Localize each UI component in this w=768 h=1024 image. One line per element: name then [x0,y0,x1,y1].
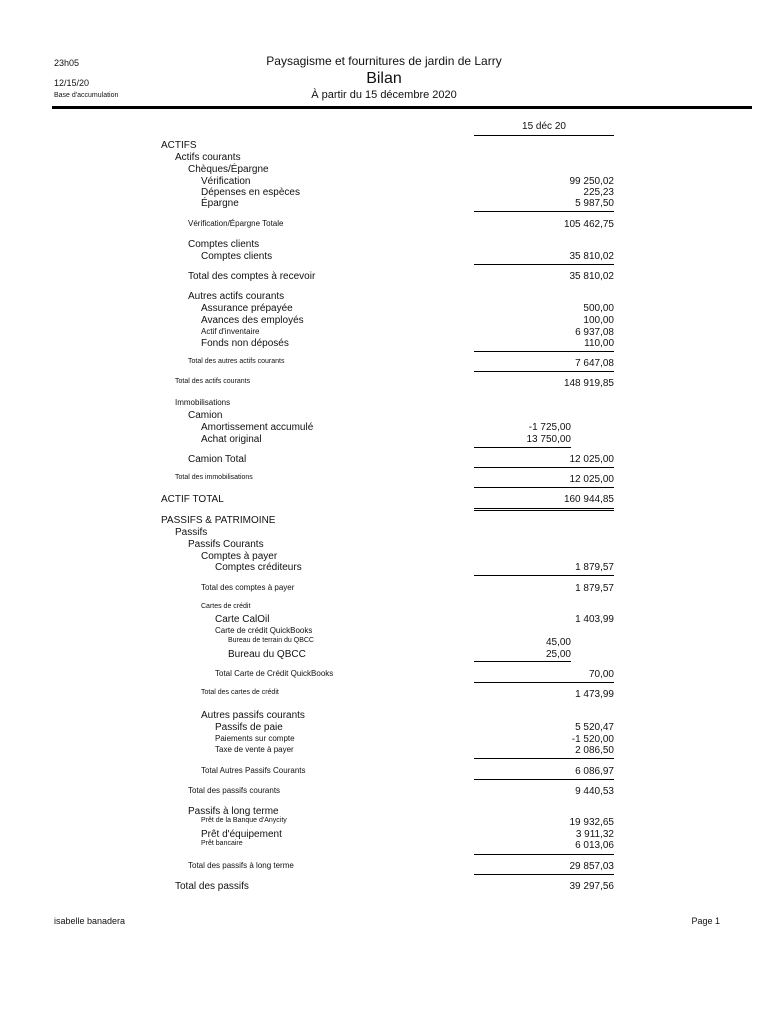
row-amount: 2 086,50 [575,745,614,756]
row-amount: 225,23 [583,187,614,198]
subtotal-rule [474,371,614,372]
row-amount: 105 462,75 [563,219,614,230]
row-label: Vérification [201,176,251,187]
row-label: Paiements sur compte [215,734,295,743]
report-row [0,198,768,210]
report-row [0,669,768,681]
report-basis: Base d'accumulation [54,92,119,99]
report-row [0,527,768,539]
column-header-underline [474,135,614,136]
row-amount: -1 520,00 [571,734,614,745]
report-row [0,583,768,595]
report-title: Bilan [366,70,402,87]
row-amount: 6 086,97 [575,766,614,777]
report-row [0,378,768,390]
row-amount: 13 750,00 [526,434,571,445]
row-label: Autres passifs courants [201,710,305,721]
row-amount: 1 403,99 [575,614,614,625]
report-row [0,614,768,626]
row-label: Prêt d'équipement [201,829,282,840]
row-label: Cartes de crédit [201,603,251,610]
row-label: Total des passifs courants [188,786,281,795]
row-label: Camion [188,410,223,421]
subtotal-rule [474,467,614,468]
report-row [0,494,768,506]
row-label: Comptes à payer [201,551,278,562]
row-amount: 39 297,56 [569,881,614,892]
row-amount: 100,00 [583,315,614,326]
row-amount: 1 879,57 [575,583,614,594]
report-row [0,745,768,757]
row-label: Fonds non déposés [201,338,289,349]
report-row [0,291,768,303]
footer-page-number: Page 1 [691,916,720,926]
row-label: Immobilisations [175,398,231,407]
row-label: Total des immobilisations [175,474,253,481]
row-label: Prêt de la Banque d'Anycity [201,817,287,824]
report-row [0,152,768,164]
subtotal-rule [474,487,614,488]
row-label: Chèques/Épargne [188,164,269,175]
row-label: Carte de crédit QuickBooks [215,626,313,635]
report-row [0,689,768,701]
report-row [0,515,768,527]
row-label: Bureau de terrain du QBCC [228,637,314,644]
report-row [0,474,768,486]
row-label: Actifs courants [175,152,241,163]
report-row [0,239,768,251]
subtotal-rule [474,874,614,875]
total-double-rule [474,508,614,511]
row-label: PASSIFS & PATRIMOINE [161,515,276,526]
row-label: Total des autres actifs courants [188,358,285,365]
footer-user: isabelle banadera [54,916,126,926]
report-row [0,454,768,466]
row-amount: 6 937,08 [575,327,614,338]
subtotal-rule [474,575,614,576]
row-label: Total des comptes à payer [201,583,295,592]
row-amount: 99 250,02 [569,176,614,187]
report-row [0,303,768,315]
report-time: 23h05 [54,58,80,68]
company-name: Paysagisme et fournitures de jardin de Larry [266,54,502,68]
row-amount: 12 025,00 [569,454,614,465]
row-amount: 29 857,03 [569,861,614,872]
row-label: Total des passifs [175,881,249,892]
row-label: ACTIFS [161,140,197,151]
subtotal-rule [474,264,614,265]
header-divider [52,106,752,109]
row-amount: 1 473,99 [575,689,614,700]
row-amount: 148 919,85 [563,378,614,389]
row-label: Comptes clients [188,239,260,250]
row-label: Total des actifs courants [175,378,251,385]
row-amount: 9 440,53 [575,786,614,797]
subtotal-rule [474,211,614,212]
row-amount: 35 810,02 [569,271,614,282]
row-label: Actif d'inventaire [201,327,260,336]
row-label: Prêt bancaire [201,840,243,847]
report-row [0,817,768,829]
row-amount: 110,00 [584,338,614,349]
report-row [0,358,768,370]
row-label: Total des cartes de crédit [201,689,279,696]
row-amount: 7 647,08 [575,358,614,369]
row-label: Dépenses en espèces [201,187,300,198]
row-label: Total Carte de Crédit QuickBooks [215,669,334,678]
row-label: Amortissement accumulé [201,422,314,433]
report-row [0,251,768,263]
report-row [0,315,768,327]
row-label: Bureau du QBCC [228,649,306,660]
subtotal-rule [474,447,571,448]
row-label: Comptes créditeurs [215,562,302,573]
report-row [0,219,768,231]
row-label: Total des passifs à long terme [188,861,294,870]
report-row [0,786,768,798]
report-row [0,338,768,350]
report-row [0,710,768,722]
report-row [0,637,768,649]
row-amount: 35 810,02 [569,251,614,262]
row-label: Autres actifs courants [188,291,285,302]
row-amount: 12 025,00 [569,474,614,485]
report-row [0,840,768,852]
row-amount: -1 725,00 [528,422,571,433]
row-amount: 3 911,32 [575,829,614,840]
subtotal-rule [474,758,614,759]
row-label: Passifs de paie [215,722,283,733]
row-label: Camion Total [188,454,247,465]
row-label: Passifs [175,527,208,538]
subtotal-rule [474,854,614,855]
subtotal-rule [474,351,614,352]
row-label: Passifs Courants [188,539,264,550]
row-amount: 500,00 [583,303,614,314]
report-row [0,164,768,176]
subtotal-rule [474,661,571,662]
row-label: Assurance prépayée [201,303,293,314]
report-row [0,539,768,551]
row-label: Avances des employés [201,315,304,326]
row-label: Carte CalOil [215,614,270,625]
report-row [0,140,768,152]
row-amount: 5 520,47 [575,722,614,733]
row-amount: 45,00 [545,637,571,648]
report-row [0,562,768,574]
report-row [0,410,768,422]
report-row [0,398,768,410]
report-date: 12/15/20 [54,78,90,88]
row-amount: 19 932,65 [569,817,614,828]
row-label: Taxe de vente à payer [215,745,294,754]
row-label: Vérification/Épargne Totale [188,219,284,228]
report-row [0,861,768,873]
row-label: Total des comptes à recevoir [188,271,316,282]
report-row [0,271,768,283]
report-row [0,649,768,661]
row-amount: 6 013,06 [575,840,614,851]
row-amount: 160 944,85 [563,494,614,505]
subtotal-rule [474,682,614,683]
report-row [0,881,768,893]
row-label: Achat original [201,434,262,445]
row-amount: 70,00 [588,669,614,680]
row-amount: 1 879,57 [575,562,614,573]
row-amount: 25,00 [545,649,571,660]
row-label: Total Autres Passifs Courants [201,766,306,775]
row-label: Passifs à long terme [188,806,279,817]
subtotal-rule [474,779,614,780]
report-row [0,422,768,434]
report-subtitle: À partir du 15 décembre 2020 [311,89,457,101]
row-label: Épargne [201,198,239,209]
row-label: ACTIF TOTAL [161,494,224,505]
report-row [0,434,768,446]
row-amount: 5 987,50 [575,198,614,209]
report-row [0,766,768,778]
report-row [0,722,768,734]
column-header: 15 déc 20 [522,121,566,132]
row-label: Comptes clients [201,251,273,262]
